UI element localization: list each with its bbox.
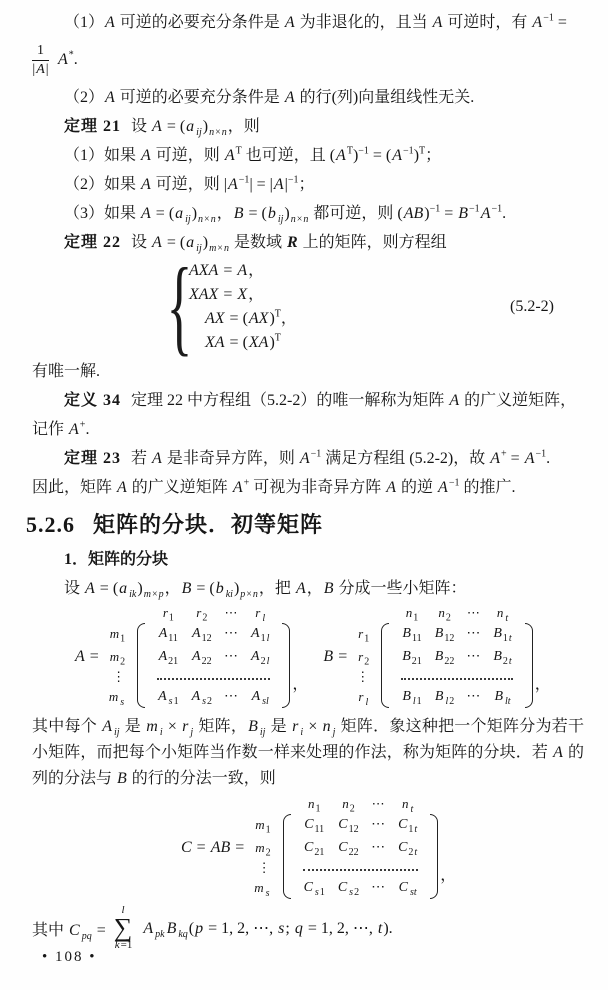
matrix-c-comma: ， [440, 867, 457, 884]
matrix-cell: A $_{s2}$ [191, 689, 213, 707]
theorem-23-line-2: 因此，矩阵 A 的广义逆矩阵 A+ 可视为非奇异方阵 A 的逆 $A^{-1}$ 的推广. [32, 477, 516, 496]
equation-line: AX = (AX)$^T$， [205, 308, 297, 327]
theorem-23-line-1 [32, 446, 584, 471]
definition-34-line-2: 记作 A+. [32, 419, 90, 438]
right-paren [282, 623, 290, 708]
matrix-cell: $A_{11}$ [158, 626, 178, 644]
theorem-21-label: 定理 21 [64, 118, 122, 135]
row-label: $m_1$ [109, 626, 126, 645]
matrix-ab-row [74, 605, 584, 708]
col-label: ⋯ [371, 796, 385, 811]
fraction-denominator: |A| [32, 61, 49, 77]
sum-body: A $_{pk}$ B $_{kq}$(p = 1, 2, ⋯, s; q = 1, 2, ⋯, t). [143, 920, 393, 941]
matrix-cell: ⋯ [466, 649, 481, 664]
matrix-cell: $C_{22}$ [338, 840, 359, 858]
theorem-22-label: 定理 22 [64, 234, 122, 251]
matrix-cell: $B_{2t}$ [493, 649, 512, 667]
theorem-22-lead [32, 230, 584, 255]
sigma-notation [114, 905, 133, 951]
col-label: r $_l$ [255, 605, 266, 624]
left-paren [137, 623, 145, 708]
equation-lines [188, 259, 297, 355]
row-label: ⋮ [112, 669, 126, 684]
section-title: 矩阵的分块．初等矩阵 [93, 512, 324, 537]
section-heading [26, 508, 584, 539]
right-paren [430, 814, 438, 899]
theorem-21-item-3: （3）如果 A = (a $_{ij})_{n\times n}$，B = (b $_{ij})_{n\times n}$ 都可逆，则 $(AB)^{-1} = B^{-1}A^{-1}$. [64, 203, 507, 226]
ellipsis-row [303, 865, 419, 871]
matrix-c-row [180, 796, 584, 899]
fraction [32, 43, 49, 77]
matrix-a-comma: ， [292, 676, 309, 693]
row-label: ⋮ [356, 669, 370, 684]
matrix-cell: A $_{sl}$ [251, 689, 269, 707]
matrix-cell: ⋯ [371, 840, 386, 855]
col-label: $r_1$ [162, 605, 174, 624]
matrix-cell: $B_{11}$ [402, 626, 422, 644]
matrix-cell: $B_{1t}$ [493, 626, 512, 644]
matrix-c-lhs: C = AB = [181, 838, 245, 856]
matrix-cell: ⋯ [466, 689, 481, 704]
col-label: n $_t$ [402, 796, 414, 815]
col-label: ⋯ [466, 605, 480, 620]
subsection-heading: 1．矩阵的分块 [64, 551, 169, 568]
row-label: r $_l$ [358, 689, 369, 708]
matrix-cell: $B_{21}$ [402, 649, 422, 667]
theorem-21-lead [32, 114, 584, 139]
col-label: $n_1$ [307, 796, 321, 815]
theorem-21-item-2: （2）如果 A 可逆，则 $|A^{-1}| = |A|^{-1}$； [64, 174, 315, 193]
ellipsis-row [401, 674, 512, 680]
matrix-b [356, 605, 532, 708]
right-paren [525, 623, 533, 708]
matrix-cell: ⋯ [371, 880, 386, 895]
row-label: m $_s$ [254, 880, 270, 899]
sum-prefix: 其中 C $_{pq}$ = [32, 921, 106, 942]
col-label: $n_2$ [438, 605, 451, 624]
matrix-cell: $B_{12}$ [434, 626, 455, 644]
para-invertible-cond-2: （2）A 可逆的必要充分条件是 A 的行(列)向量组线性无关. [64, 89, 475, 106]
left-paren [283, 814, 291, 899]
matrix-a [108, 605, 291, 708]
matrix-cell: B $_{l2}$ [434, 689, 455, 707]
matrix-cell: $B_{22}$ [434, 649, 455, 667]
left-brace: { [166, 247, 193, 366]
section-number: 5.2.6 [26, 512, 75, 537]
matrix-cell: $A_{1l}$ [251, 626, 270, 644]
matrix-cell: $A_{2l}$ [251, 649, 270, 667]
row-label: $m_2$ [109, 649, 126, 668]
row-label: $r_2$ [358, 649, 370, 668]
sum-lower-limit: k=1 [114, 939, 133, 951]
fraction-numerator: 1 [32, 43, 49, 60]
matrix-cell: $C_{21}$ [304, 840, 325, 858]
fraction-tail: A*. [58, 49, 78, 68]
definition-34-line-1 [32, 388, 584, 413]
matrix-b-lhs: B = [323, 647, 348, 665]
col-label: $n_1$ [405, 605, 419, 624]
ellipsis-row [157, 674, 270, 680]
matrix-cell: B $_{l1}$ [402, 689, 422, 707]
partition-explanation: 其中每个 A $_{ij}$ 是 m $_i$ × r $_j$ 矩阵，B $_{ij}$ 是 r $_i$ × n $_j$ 矩阵．象这种把一个矩阵分为若干小矩阵，而把每个小矩阵当作数一样来处理的作法，称为矩阵的分块．若 A 的列的分法与 B 的行的分法一致，则 [32, 718, 584, 787]
theorem-21-text: 设 A = (a $_{ij})_{n\times n}$，则 [131, 118, 260, 139]
matrix-c [253, 796, 438, 899]
row-label: $m_2$ [255, 840, 271, 859]
matrix-cell: C $_{s2}$ [337, 880, 360, 898]
col-label: $r_2$ [196, 605, 208, 624]
matrix-cell: $A_{21}$ [158, 649, 179, 667]
matrix-cell: $C_{12}$ [338, 817, 359, 835]
equation-line: XA = (XA)$^T$ [205, 332, 281, 351]
definition-34-label: 定义 34 [64, 392, 122, 409]
fraction-line [32, 39, 584, 81]
matrix-cell: ⋯ [224, 626, 239, 641]
sigma-icon: ∑ [113, 913, 133, 942]
matrix-cell: ⋯ [371, 817, 386, 832]
matrix-cell: ⋯ [466, 626, 481, 641]
para-invertible-cond-1: （1）A 可逆的必要充分条件是 A 为非退化的，且当 A 可逆时，有 $A^{-1}$ = [64, 12, 567, 31]
col-label: ⋯ [224, 605, 238, 620]
theorem-21-item-1: （1）如果 A 可逆，则 $A^T$ 也可逆，且 $(A^T)^{-1} = (A^{-1})^T$； [64, 145, 442, 164]
sum-formula [32, 905, 584, 951]
equation-number: (5.2-2) [510, 298, 554, 315]
matrix-a-lhs: A = [75, 647, 99, 665]
matrix-cell: ⋯ [224, 689, 239, 704]
left-paren [381, 623, 389, 708]
equation-line: XAX = X， [189, 286, 265, 303]
col-label: n $_t$ [496, 605, 509, 624]
row-label: $r_1$ [358, 626, 370, 645]
matrix-cell: $A_{22}$ [192, 649, 212, 667]
unique-solution-note: 有唯一解. [32, 363, 101, 380]
matrix-cell: C $_{s1}$ [303, 880, 325, 898]
matrix-cell: $A_{12}$ [192, 626, 212, 644]
matrix-b-comma: ， [534, 676, 551, 693]
partition-setup: 设 A = (a $_{ik})_{m\times p}$，B = (b $_{ki})_{p\times n}$，把 A，B 分成一些小矩阵： [64, 580, 467, 601]
matrix-cell: B $_{lt}$ [494, 689, 511, 707]
matrix-cell: $C_{11}$ [304, 817, 325, 835]
row-label: ⋮ [257, 860, 271, 875]
page-number: • 108 • [42, 949, 97, 965]
theorem-23-label: 定理 23 [64, 450, 122, 467]
row-label: m $_s$ [108, 689, 125, 708]
row-label: $m_1$ [255, 817, 271, 836]
matrix-cell: $C_{1t}$ [398, 817, 418, 835]
sum-upper-limit: l [121, 904, 125, 916]
theorem-22-text: 设 A = (a $_{ij})_{m\times n}$ 是数域 R 上的矩阵，则方程组 [131, 234, 447, 255]
matrix-cell: ⋯ [224, 649, 239, 664]
equation-line: AXA = A， [189, 262, 265, 279]
equation-system-5-2-2 [160, 247, 554, 366]
definition-34-text: 定理 22 中方程组（5.2-2）的唯一解称为矩阵 A 的广义逆矩阵， [131, 392, 577, 409]
matrix-cell: C $_{st}$ [398, 880, 417, 898]
matrix-cell: A $_{s1}$ [158, 689, 179, 707]
col-label: $n_2$ [342, 796, 355, 815]
matrix-cell: $C_{2t}$ [398, 840, 418, 858]
theorem-23-text: 若 A 是非奇异方阵，则 $A^{-1}$ 满足方程组 (5.2-2)，故 $A^+ = A^{-1}$. [131, 448, 551, 467]
